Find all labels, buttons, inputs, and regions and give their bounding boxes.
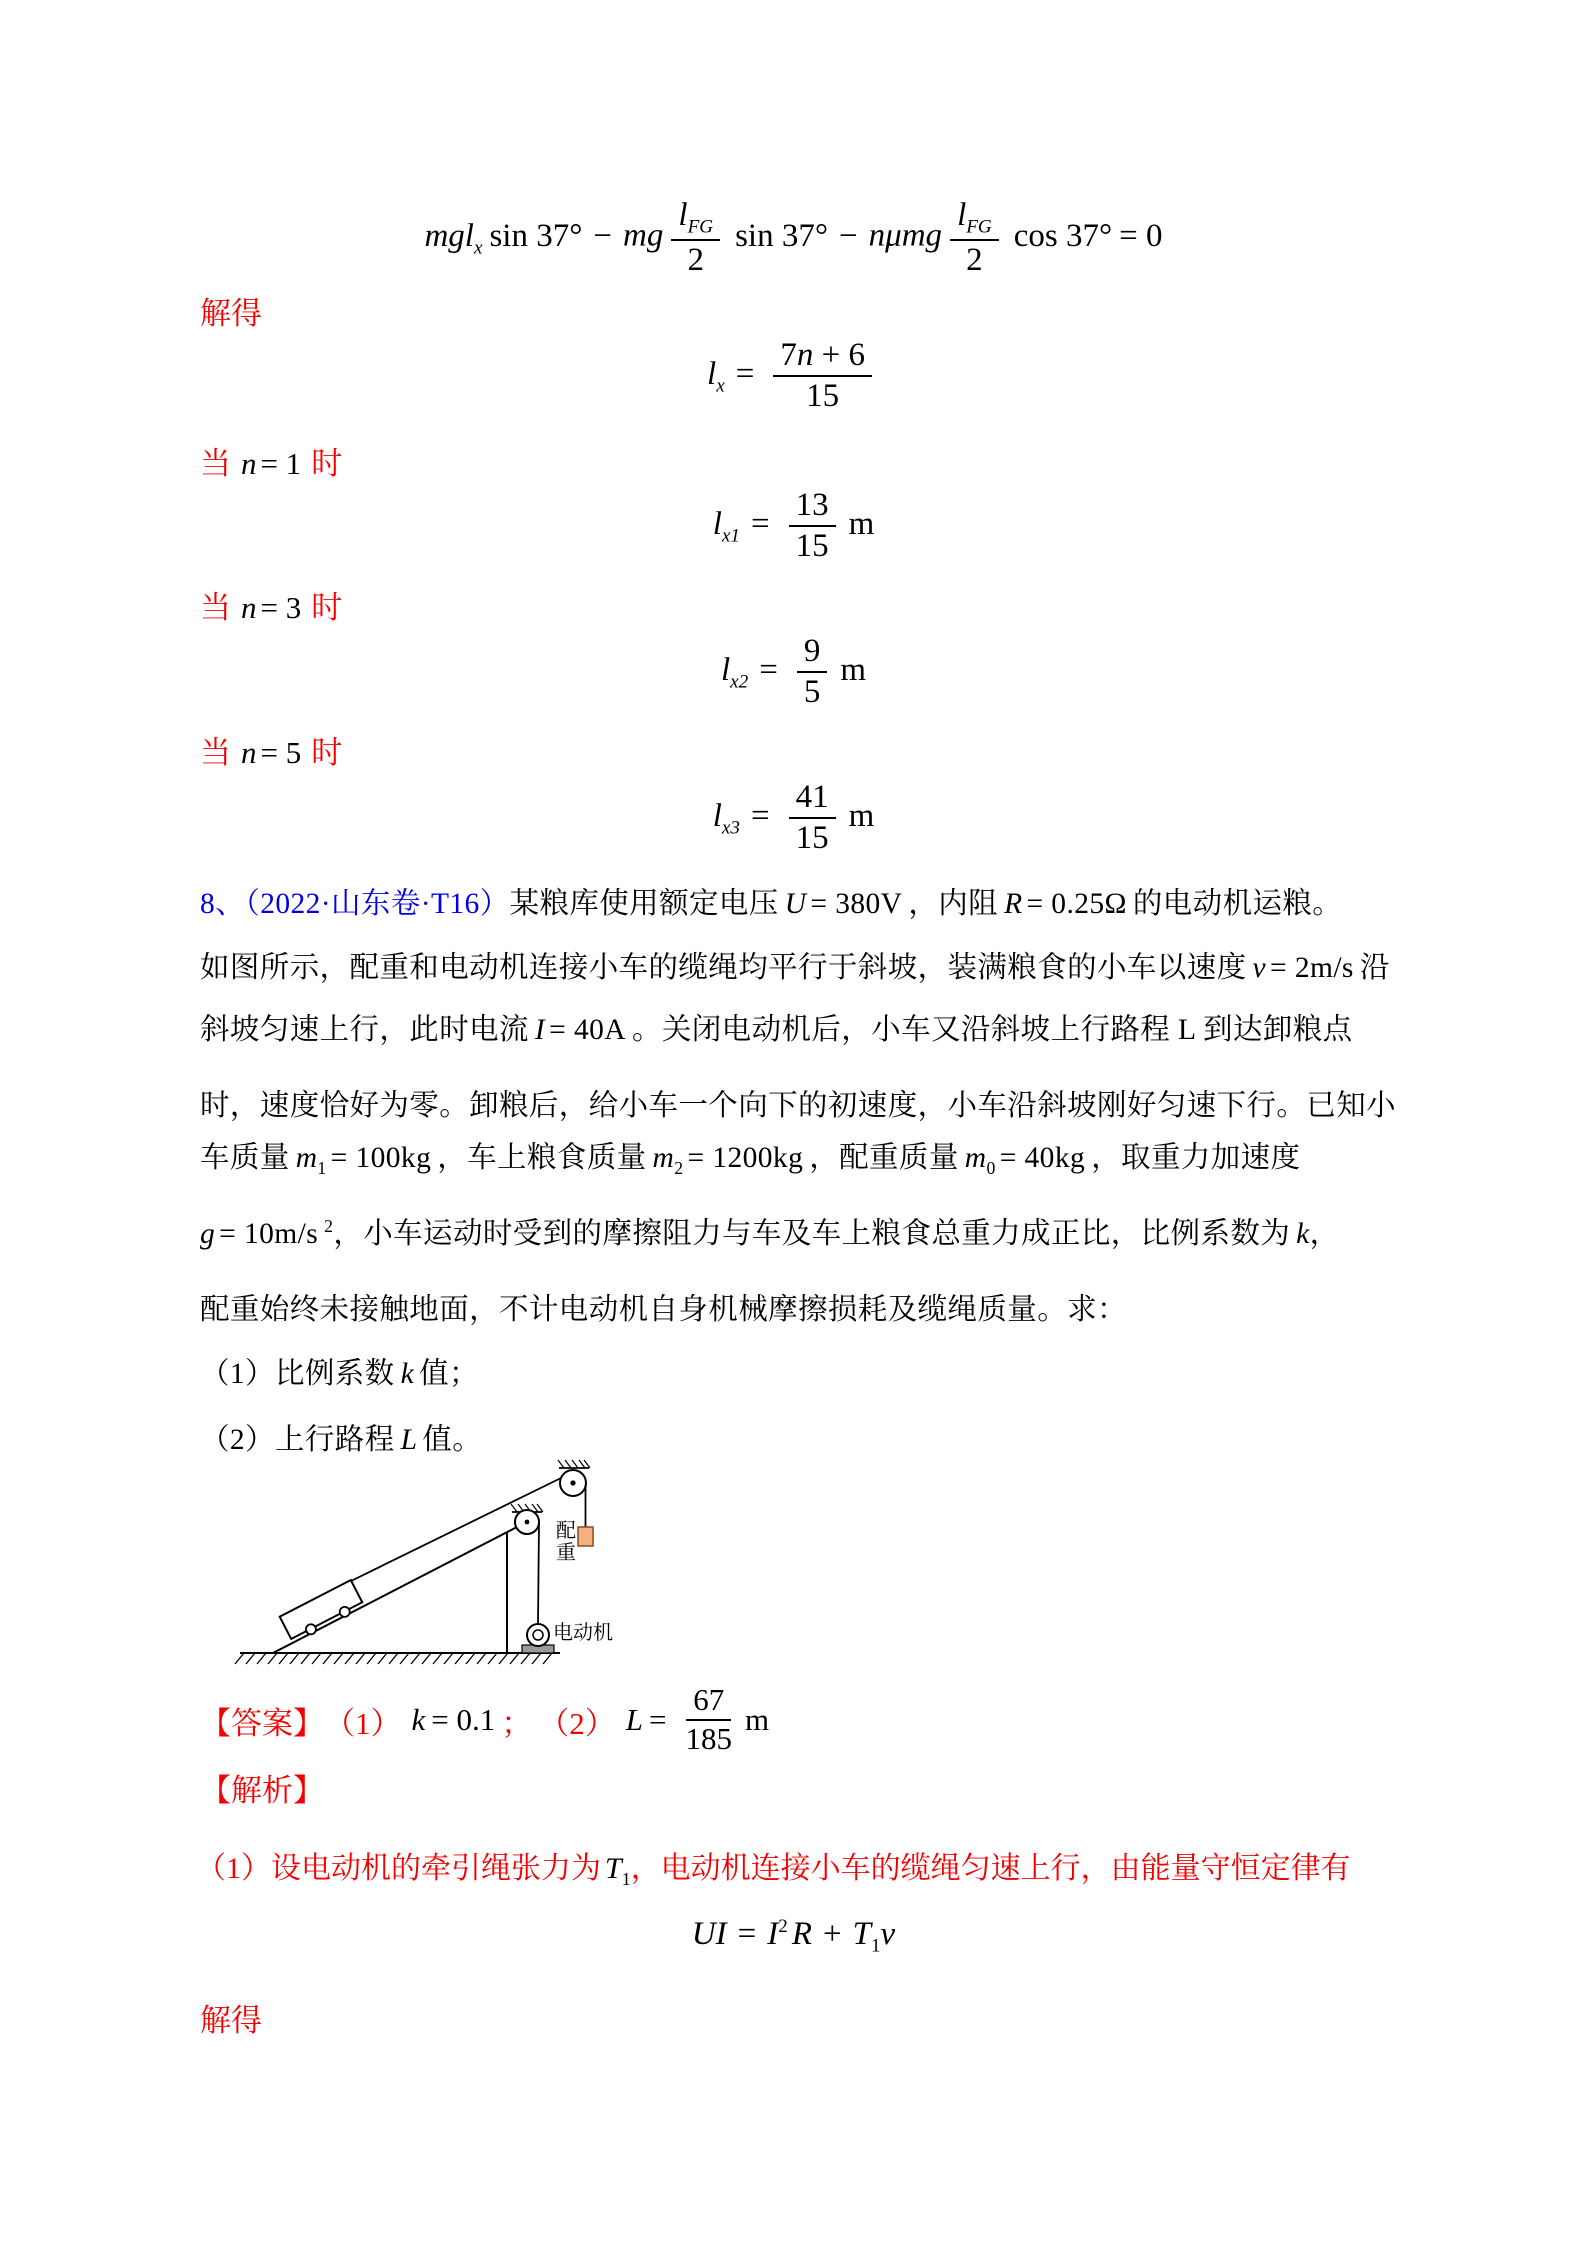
answer-line: 【答案】 （1） k = 0.1 ； （2） L = $\frac{67}{185}$ m (200, 1682, 770, 1756)
equation-lx2: $l_{x2}$ = $\frac{9}{5}$ m (720, 633, 867, 710)
ground-hatching (235, 1653, 552, 1664)
fraction: $\frac{7n + 6}{15}$ (773, 336, 872, 416)
condition-n3: 当 n = 3 时 (200, 590, 343, 625)
condition-n1: 当 n = 1 时 (200, 446, 343, 481)
problem-line-2: 如图所示，配重和电动机连接小车的缆绳均平行于斜坡，装满粮食的小车以速度 v = 2m/s 沿 (200, 952, 1390, 984)
solution-step-1: （1）设电动机的牵引绳张力为 $T_1$，电动机连接小车的缆绳匀速上行，由能量守恒定律有 (196, 1852, 1351, 1889)
fraction: $\frac{l_{FG}}{2}$ (671, 196, 720, 280)
counterweight-block (578, 1527, 593, 1546)
eq-term: mgl$_x$ (424, 217, 483, 259)
fraction: $\frac{9}{5}$ (797, 632, 828, 712)
problem-line-4: 时，速度恰好为零。卸粮后，给小车一个向下的初速度，小车沿斜坡刚好匀速下行。已知小 (200, 1090, 1397, 1122)
problem-ref: 8、（2022·山东卷·T16） (200, 888, 510, 920)
analysis-label: 【解析】 (200, 1773, 324, 1808)
figure-weight-label: 配重 (556, 1520, 576, 1565)
equation-lx: $l_x$ = $\frac{7n + 6}{15}$ (190, 336, 1397, 416)
problem-line-5: 车质量 $m_1 = 100kg$ ，车上粮食质量 $m_2 = 1200kg$ ，配重质量 $m_0 = 40kg$ ，取重力加速度 (200, 1142, 1301, 1178)
equation-lx3: $l_{x3}$ = $\frac{41}{15}$ m (712, 779, 875, 856)
question-2: （2）上行路程 L 值。 (200, 1424, 483, 1456)
equation-energy: UI = $I^2$ $R + T_1v$ (691, 1916, 896, 1957)
solve-label-2: 解得 (200, 2003, 262, 2038)
fraction: $\frac{l_{FG}}{2}$ (950, 196, 999, 280)
top-pulley-axle (570, 1480, 575, 1485)
problem-line-1: 8、（2022·山东卷·T16）某粮库使用额定电压 U = 380V ，内阻 R = 0.25Ω 的电动机运粮。 (200, 888, 1343, 920)
equation-lx1: $l_{x1}$ = $\frac{13}{15}$ m (712, 487, 875, 564)
equation-torque-balance: mgl$_x$ sin 37° − mg $\frac{l_{FG}}{2}$ sin 37° − nμmg $\frac{l_{FG}}{2}$ cos 37° = 0 (424, 197, 1163, 279)
question-1: （1）比例系数 k 值； (200, 1358, 479, 1390)
fraction: $\frac{67}{185}$ (685, 1682, 732, 1756)
problem-line-3: 斜坡匀速上行，此时电流 I = 40A 。关闭电动机后，小车又沿斜坡上行路程 L 到达卸粮点 (200, 1014, 1353, 1046)
figure-motor-label: 电动机 (553, 1622, 613, 1644)
fraction: $\frac{13}{15}$ (789, 486, 836, 566)
problem-line-6: g = 10m/s $^2$，小车运动时受到的摩擦阻力与车及车上粮食总重力成正比，比例系数为 k， (200, 1216, 1340, 1250)
incline-pulley-diagram (160, 1455, 610, 1680)
second-pulley-axle (525, 1520, 530, 1525)
problem-line-7: 配重始终未接触地面，不计电动机自身机械摩擦损耗及缆绳质量。求： (200, 1294, 1127, 1326)
fraction: $\frac{41}{15}$ (789, 778, 836, 858)
condition-n5: 当 n = 5 时 (200, 735, 343, 770)
answer-tag: 【答案】 (200, 1705, 324, 1741)
cable-to-motor (538, 1522, 539, 1624)
motor-body (527, 1624, 549, 1646)
solve-label-1: 解得 (200, 296, 262, 331)
top-pulley-support-hatch (558, 1460, 590, 1468)
